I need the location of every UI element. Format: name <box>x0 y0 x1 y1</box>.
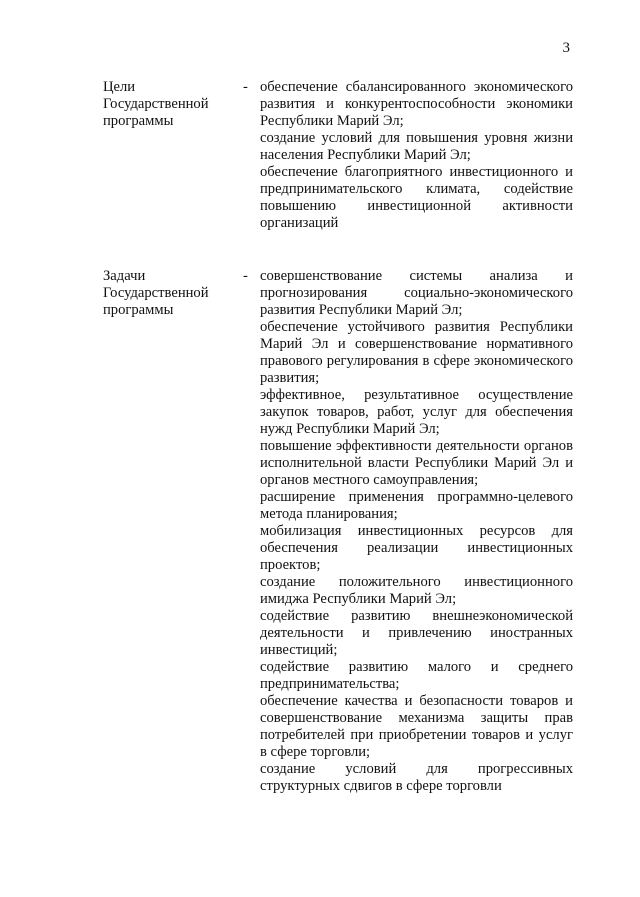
tasks-list <box>260 268 573 795</box>
goals-dash: - <box>243 79 248 95</box>
tasks-dash: - <box>243 268 248 284</box>
task-item: содействие развитию малого и среднего предпринимательства; <box>260 659 573 692</box>
task-item: создание условий для прогрессивных структурных сдвигов в сфере торговли <box>260 761 573 794</box>
goal-item: создание условий для повышения уровня жизни населения Республики Марий Эл; <box>260 130 573 163</box>
task-item: создание положительного инвестиционного имиджа Республики Марий Эл; <box>260 574 573 607</box>
task-item: обеспечение качества и безопасности товаров и совершенствование механизма защиты прав потребителей при приобретении товаров и услуг в сфере торговли; <box>260 693 573 760</box>
goal-item: обеспечение благоприятного инвестиционного и предпринимательского климата, содействие повышению инвестиционной активности организаций <box>260 164 573 231</box>
task-item: совершенствование системы анализа и прогнозирования социально-экономического развития Республики Марий Эл; <box>260 268 573 318</box>
task-item: расширение применения программно-целевого метода планирования; <box>260 489 573 522</box>
page-number: 3 <box>562 40 570 56</box>
goal-item: обеспечение сбалансированного экономического развития и конкурентоспособности экономики Республики Марий Эл; <box>260 79 573 129</box>
task-item: обеспечение устойчивого развития Республики Марий Эл и совершенствование нормативного правового регулирования в сфере экономического развития; <box>260 319 573 386</box>
task-item: содействие развитию внешнеэкономической деятельности и привлечению иностранных инвестиций; <box>260 608 573 658</box>
task-item: повышение эффективности деятельности органов исполнительной власти Республики Марий Эл и органов местного самоуправления; <box>260 438 573 488</box>
task-item: эффективное, результативное осуществление закупок товаров, работ, услуг для обеспечения нужд Республики Марий Эл; <box>260 387 573 437</box>
task-item: мобилизация инвестиционных ресурсов для обеспечения реализации инвестиционных проектов; <box>260 523 573 573</box>
goals-list <box>260 79 573 232</box>
tasks-label: Задачи Государственной программы <box>103 268 209 318</box>
goals-label: Цели Государственной программы <box>103 79 209 129</box>
